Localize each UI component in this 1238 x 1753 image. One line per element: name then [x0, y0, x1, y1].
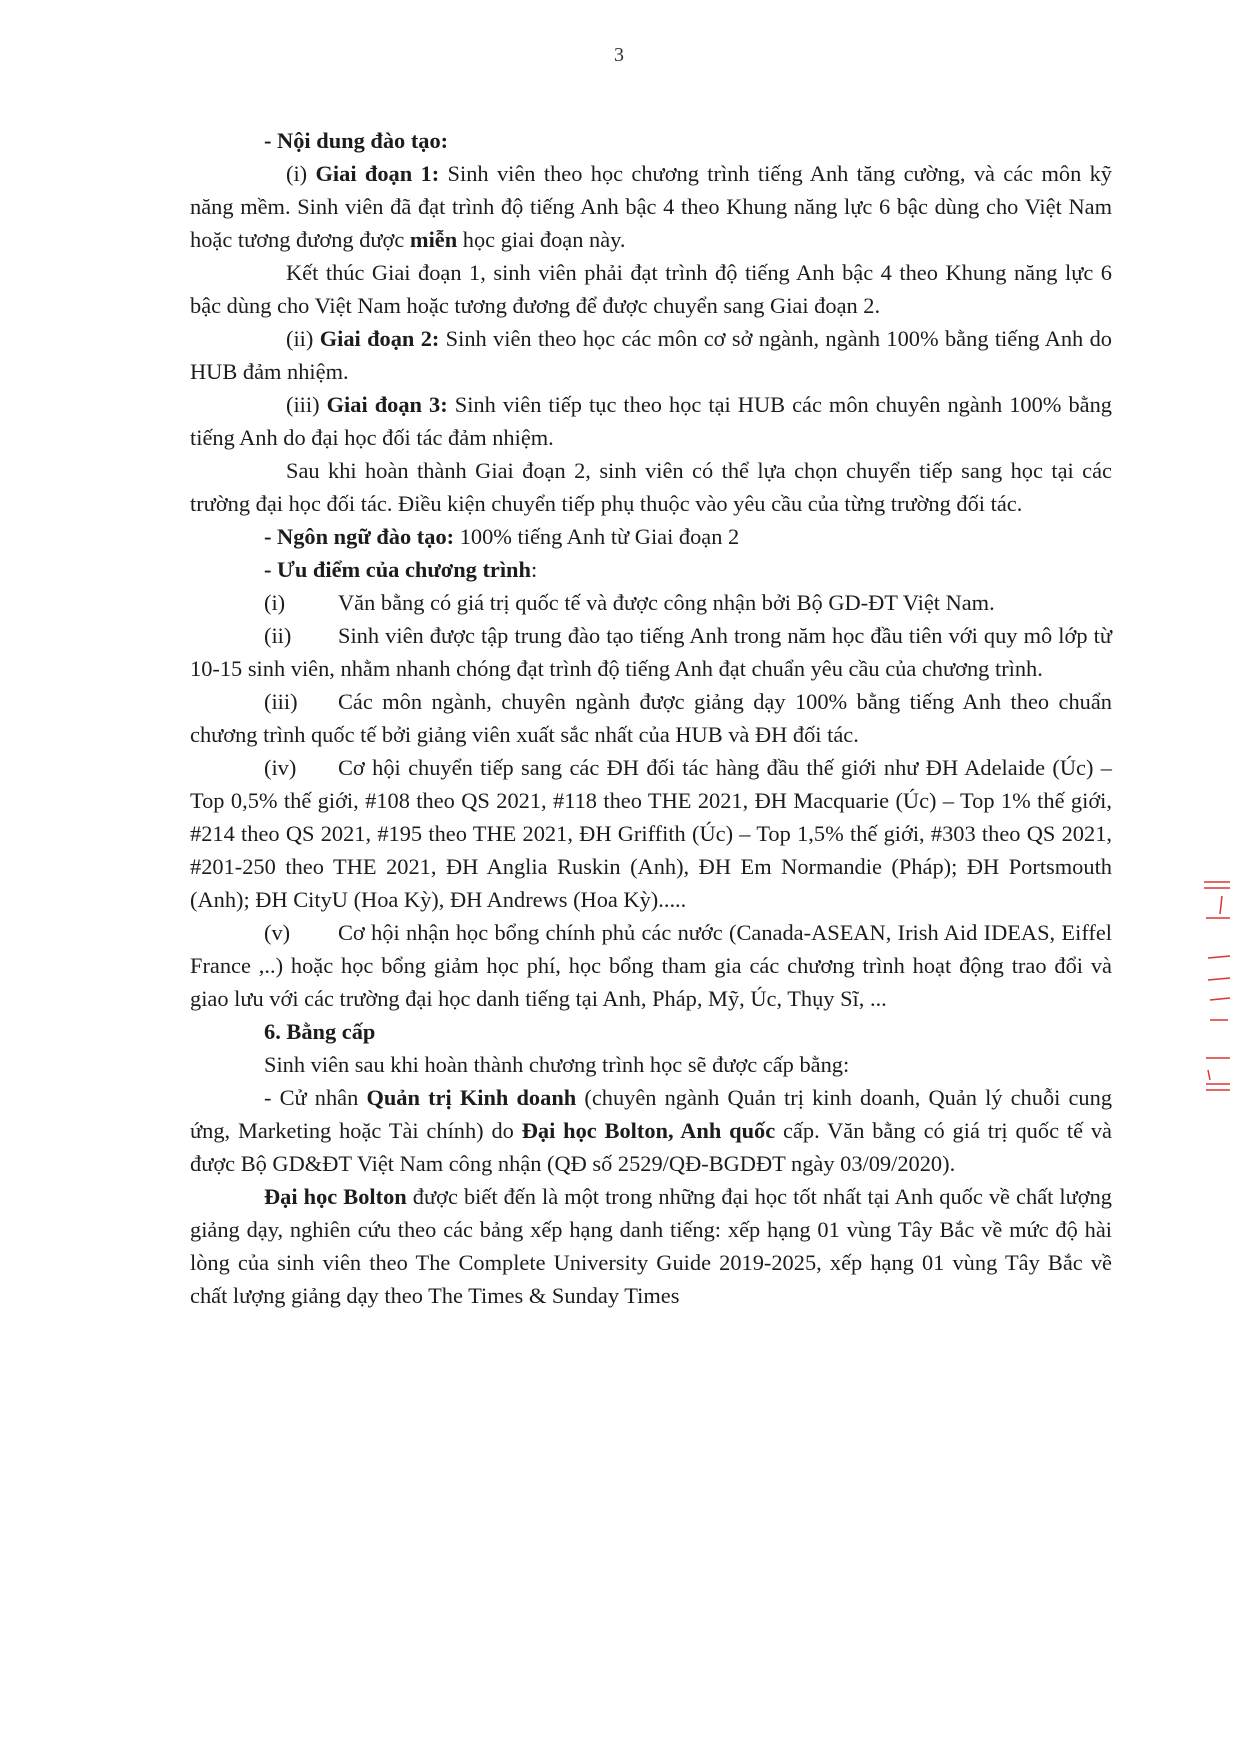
stage-1-completion-paragraph: Kết thúc Giai đoạn 1, sinh viên phải đạt trình độ tiếng Anh bậc 4 theo Khung năng lực 6 bậc dùng cho Việt Nam hoặc tương đương để được chuyển sang Giai đoạn 2.: [190, 260, 1112, 318]
training-content-label: - Nội dung đào tạo:: [264, 128, 449, 153]
degree-intro-paragraph: Sinh viên sau khi hoàn thành chương trình học sẽ được cấp bằng:: [264, 1052, 850, 1077]
advantage-item: (i) Văn bằng có giá trị quốc tế và được công nhận bởi Bộ GD-ĐT Việt Nam.: [264, 590, 995, 615]
document-body: [190, 124, 1112, 1312]
red-margin-marks: [1200, 870, 1232, 1100]
advantages-heading: - Ưu điểm của chương trình:: [264, 557, 538, 582]
bolton-paragraph: Đại học Bolton được biết đến là một trong những đại học tốt nhất tại Anh quốc về chất lượng giảng dạy, nghiên cứu theo các bảng xếp hạng danh tiếng: xếp hạng 01 vùng Tây Bắc về mức độ hài lòng của sinh viên theo The Complete University Guide 2019-2025, xếp hạng 01 vùng Tây Bắc về chất lượng giảng dạy theo The Times & Sunday Times: [190, 1184, 1112, 1308]
language-paragraph: - Ngôn ngữ đào tạo: 100% tiếng Anh từ Giai đoạn 2: [264, 524, 740, 549]
advantage-item: (v) Cơ hội nhận học bổng chính phủ các nước (Canada-ASEAN, Irish Aid IDEAS, Eiffel France ,..) hoặc học bổng giảm học phí, học bổng tham gia các chương trình hoạt động trao đổi và giao lưu với các trường đại học danh tiếng tại Anh, Pháp, Mỹ, Úc, Thụy Sĩ, ...: [190, 920, 1112, 1011]
advantage-item: (iv) Cơ hội chuyển tiếp sang các ĐH đối tác hàng đầu thế giới như ĐH Adelaide (Úc) – Top 0,5% thế giới, #108 theo QS 2021, #118 theo THE 2021, ĐH Macquarie (Úc) – Top 1% thế giới, #214 theo QS 2021, #195 theo THE 2021, ĐH Griffith (Úc) – Top 1,5% thế giới, #303 theo QS 2021, #201-250 theo THE 2021, ĐH Anglia Ruskin (Anh), ĐH Em Normandie (Pháp); ĐH Portsmouth (Anh); ĐH CityU (Hoa Kỳ), ĐH Andrews (Hoa Kỳ).....: [190, 755, 1112, 912]
margin-stamp-marks: [1200, 870, 1232, 1100]
advantage-item: (iii) Các môn ngành, chuyên ngành được giảng dạy 100% bằng tiếng Anh theo chuẩn chương trình quốc tế bởi giảng viên xuất sắc nhất của HUB và ĐH đối tác.: [190, 689, 1112, 747]
stage-2-paragraph: (ii) Giai đoạn 2: Sinh viên theo học các môn cơ sở ngành, ngành 100% bằng tiếng Anh do HUB đảm nhiệm.: [190, 326, 1112, 384]
stage-1-paragraph: (i) Giai đoạn 1: Sinh viên theo học chương trình tiếng Anh tăng cường, và các môn kỹ năng mềm. Sinh viên đã đạt trình độ tiếng Anh bậc 4 theo Khung năng lực 6 bậc dùng cho Việt Nam hoặc tương đương được miễn học giai đoạn này.: [190, 161, 1113, 252]
transfer-paragraph: Sau khi hoàn thành Giai đoạn 2, sinh viên có thể lựa chọn chuyển tiếp sang học tại các trường đại học đối tác. Điều kiện chuyển tiếp phụ thuộc vào yêu cầu của từng trường đối tác.: [190, 458, 1112, 516]
section-6-heading: 6. Bằng cấp: [264, 1019, 376, 1044]
stage-3-paragraph: (iii) Giai đoạn 3: Sinh viên tiếp tục theo học tại HUB các môn chuyên ngành 100% bằng tiếng Anh do đại học đối tác đảm nhiệm.: [190, 392, 1113, 450]
page-number: 3: [614, 44, 624, 66]
degree-paragraph: - Cử nhân Quản trị Kinh doanh (chuyên ngành Quản trị kinh doanh, Quản lý chuỗi cung ứng, Marketing hoặc Tài chính) do Đại học Bolton, Anh quốc cấp. Văn bằng có giá trị quốc tế và được Bộ GD&ĐT Việt Nam công nhận (QĐ số 2529/QĐ-BGDĐT ngày 03/09/2020).: [190, 1085, 1113, 1176]
advantage-item: (ii) Sinh viên được tập trung đào tạo tiếng Anh trong năm học đầu tiên với quy mô lớp từ 10-15 sinh viên, nhằm nhanh chóng đạt trình độ tiếng Anh đạt chuẩn yêu cầu của chương trình.: [190, 623, 1112, 681]
